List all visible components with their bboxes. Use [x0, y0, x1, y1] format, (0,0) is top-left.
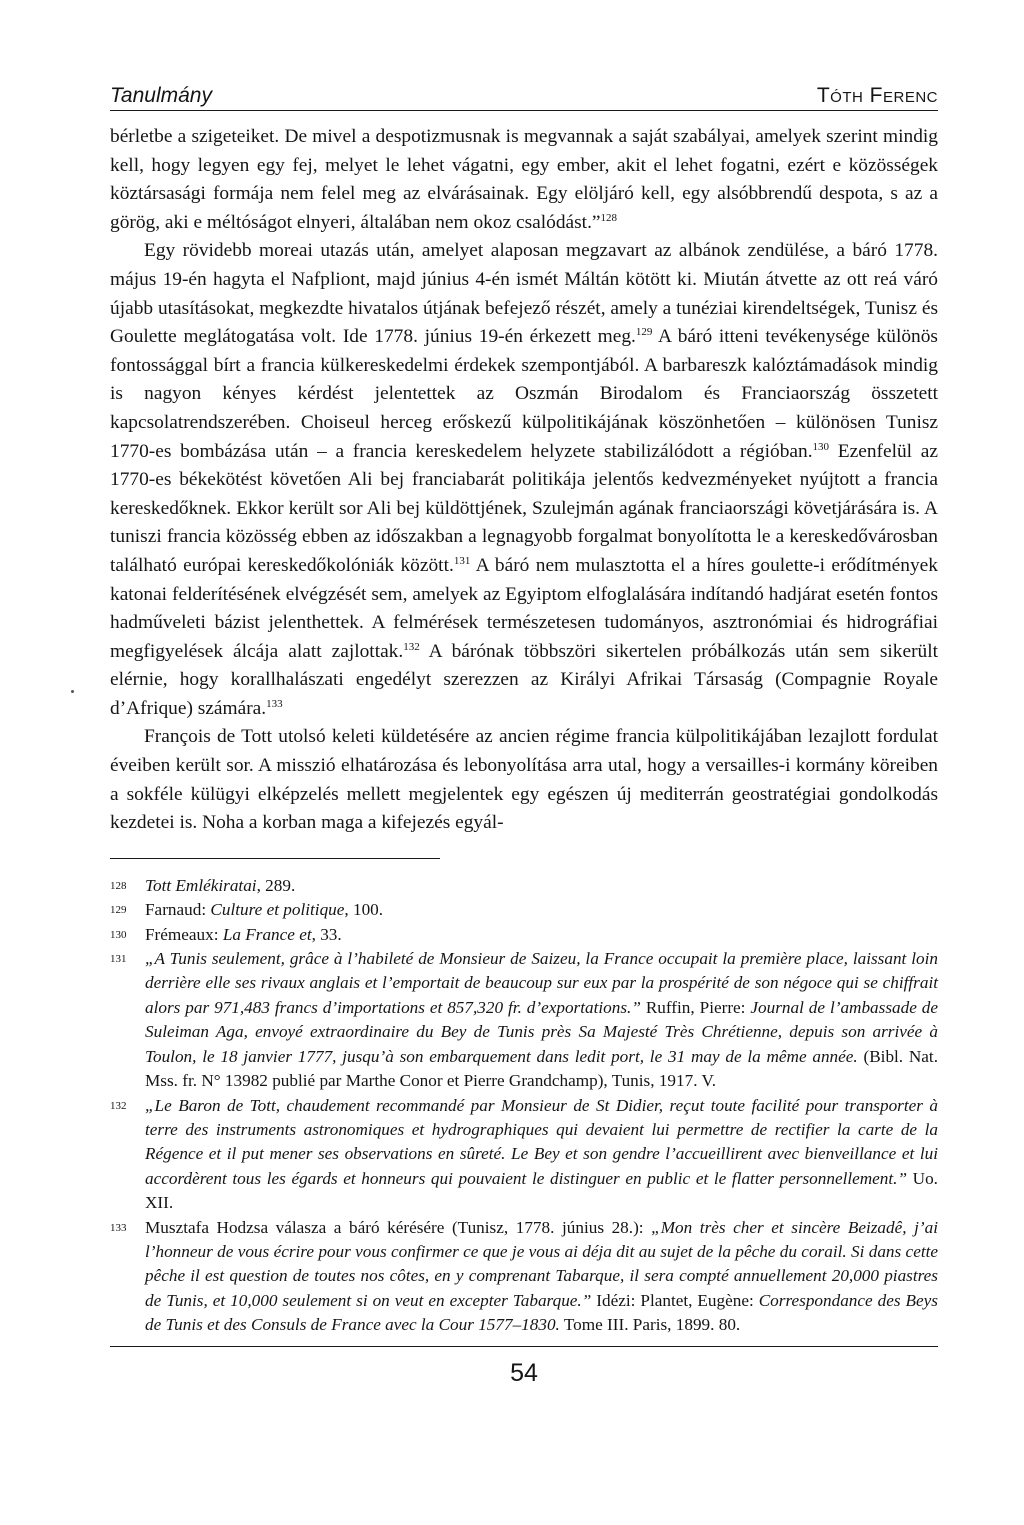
- footnote: [110, 923, 938, 947]
- footnote-ref: 133: [266, 697, 283, 710]
- paragraph: [110, 123, 938, 237]
- text-run: Ezenfelül az 1770-es békekötést követően Ali bej franciabarát politikája jelentős kedvezményeket nyújtott a francia kereskedőknek. Ekkor került sor Ali bej küldöttjének, Szulejmán agának franciaországi követjárására is. A tuniszi francia közösség ebben az időszakban a legnagyobb forgalmat bonyolította le a kereskedővárosban található európai kereskedőkolóniák között.: [110, 440, 938, 576]
- italic-text: Journal de l’ambassade de Suleiman Aga, envoyé extraordinaire du Bey de Tunis près Sa Majesté Très Chrétienne, depuis son arrivée à Toulon, le 18 janvier 1777, jusqu’à son embarquement dans ledit port, le 31 may de la même année.: [145, 997, 938, 1066]
- italic-text: Correspondance des Beys de Tunis et des Consuls de France avec la Cour 1577–1830.: [145, 1290, 938, 1335]
- document-page: [110, 84, 938, 1388]
- text-run: Idézi: Plantet, Eugène:: [591, 1290, 759, 1310]
- section-title: Tanulmány: [110, 84, 212, 107]
- footnote-separator: [110, 858, 440, 859]
- footnote-number: 129: [110, 904, 127, 917]
- footnote: [110, 1216, 938, 1338]
- footnote-text: [145, 1094, 938, 1216]
- footnote-text: [145, 923, 938, 947]
- italic-text: La France et: [222, 924, 312, 944]
- footnote: [110, 947, 938, 1093]
- text-run: A báró nem mulasztotta el a híres goulette-i erődítmények katonai felderítésének elvégzését sem, amelyek az Egyiptom elfoglalására indítandó hadjárat esetén fontos hadműveleti bázist jelenthettek. A felmérések természetesen tudományos, asztronómiai és hidrográfiai megfigyelések álcája alatt zajlottak.: [110, 554, 938, 662]
- footnote: [110, 1094, 938, 1216]
- text-run: Tome III. Paris, 1899. 80.: [559, 1315, 741, 1335]
- footnote: [110, 898, 938, 922]
- text-run: Frémeaux:: [145, 924, 223, 944]
- text-run: , 100.: [344, 900, 384, 920]
- footnote-ref: 128: [600, 211, 618, 224]
- author-name: Tóth Ferenc: [816, 84, 938, 107]
- footnote-text: [145, 1216, 938, 1338]
- italic-text: Tott Emlékiratai: [145, 875, 257, 895]
- footnote-ref: 131: [453, 554, 471, 567]
- footnote-number: 130: [110, 928, 127, 941]
- footnotes: [110, 874, 938, 1338]
- footnote-ref: 132: [403, 640, 420, 653]
- paragraph: [110, 723, 938, 837]
- text-run: A báró itteni tevékenysége különös fontossággal bírt a francia külkereskedelmi érdekek szempontjából. A barbareszk kalóztámadások mindig is nagyon kényes kérdést jelentettek az Oszmán Birodalom és Franciaország összetett kapcsolatrendszerében. Choiseul herceg erőskezű külpolitikájának köszönhetően – különösen Tunisz 1770-es bombázása után – a francia kereskedelem helyzete stabilizálódott a régióban.: [110, 326, 938, 462]
- footnote-text: [145, 874, 938, 898]
- text-run: Farnaud:: [145, 900, 211, 920]
- body-text: [110, 123, 938, 838]
- page-number: 54: [510, 1358, 538, 1387]
- text-run: , 33.: [311, 924, 342, 944]
- text-run: Egy rövidebb moreai utazás után, amelyet alaposan megzavart az albánok zendülése, a báró 1778. május 19-én hagyta el Nafpliont, majd június 4-én ismét Máltán kötött ki. Miután átvette az ott reá váró újabb utasításokat, megkezdte hivatalos útjának befejező részét, amely a tunéziai kirendeltségek, Tunisz és Goulette meglátogatása volt. Ide 1778. június 19-én érkezett meg.: [110, 240, 938, 348]
- text-run: bérletbe a szigeteiket. De mivel a despotizmusnak is megvannak a saját szabályai, amelyek szerint mindig kell, hogy legyen egy fej, melyet le lehet vágatni, egy ember, akit el lehet fogatni, ezért e közösségek köztársasági formája nem felel meg az elvárásainak. Egy elöljáró kell, egy alsóbbrendű despota, s az a görög, aki e méltóságot elnyeri, általában nem okoz csalódást.”: [110, 126, 938, 233]
- footnote-text: [145, 947, 938, 1093]
- footnote-number: 132: [110, 1099, 127, 1112]
- bottom-rule: [110, 1346, 938, 1347]
- footnote-ref: 130: [812, 440, 830, 453]
- text-run: François de Tott utolsó keleti küldetésére az ancien régime francia külpolitikájában lezajlott fordulat éveiben került sor. A misszió elhatározása és lebonyolítása arra utal, hogy a versailles-i kormány köreiben a sokféle külügyi elképzelés mellett megjelentek egy egészen új mediterrán geostratégiai gondolkodás kezdetei is. Noha a korban maga a kifejezés egyál-: [110, 726, 938, 834]
- text-run: Musztafa Hodzsa válasza a báró kérésére (Tunisz, 1778. június 28.):: [145, 1217, 652, 1237]
- italic-text: „Mon très cher et sincère Beizadê, j’ai l’honneur de vous écrire pour vous confirmer ce que je vous ai déja dit au sujet de la pêche du corail. Si dans cette pêche il est question de toutes nos côtes, en y comprenant Tabarque, il sera compté annuellement 20,000 piastres de Tunis, et 10,000 seulement si on veut en excepter Tabarque.”: [145, 1217, 938, 1310]
- footnote-number: 131: [110, 953, 127, 966]
- footnote: [110, 874, 938, 898]
- text-run: Uo. XII.: [145, 1168, 938, 1213]
- paragraph: [110, 237, 938, 723]
- italic-text: Culture et politique: [210, 900, 345, 920]
- text-run: , 289.: [256, 875, 296, 895]
- margin-speck: [71, 690, 74, 693]
- footnote-number: 128: [110, 879, 127, 892]
- text-run: (Bibl. Nat. Mss. fr. N° 13982 publié par Marthe Conor et Pierre Grandchamp), Tunis, 1917. V.: [145, 1046, 938, 1091]
- footnote-number: 133: [110, 1221, 127, 1234]
- text-run: Ruffin, Pierre:: [640, 997, 751, 1017]
- text-run: A bárónak többszöri sikertelen próbálkozás után sem sikerült elérnie, hogy korallhalászati engedélyt szerezzen az Királyi Afrikai Társaság (Compagnie Royale d’Afrique) számára.: [110, 640, 938, 719]
- running-header: [110, 84, 938, 111]
- footnote-ref: 129: [635, 326, 653, 339]
- footnote-text: [145, 898, 938, 922]
- italic-text: „A Tunis seulement, grâce à l’habileté de Monsieur de Saizeu, la France occupait la première place, laissant loin derrière elle ses rivaux anglais et l’emportait de beaucoup sur eux par la prospérité de son négoce qui se chiffrait alors par 971,483 francs d’importations et 857,320 fr. d’exportations.”: [145, 949, 938, 1017]
- italic-text: „Le Baron de Tott, chaudement recommandé par Monsieur de St Didier, reçut toute facilité pour transporter à terre des instruments astronomiques et hydrographiques qui devaient lui permettre de rectifier la carte de la Régence et il put mener ses observations en sûreté. Le Bey et son gendre l’accueillirent avec bienveillance et lui accordèrent tous les égards et honneurs qui pouvaient le distinguer en public et le flatter personnellement.”: [145, 1095, 938, 1188]
